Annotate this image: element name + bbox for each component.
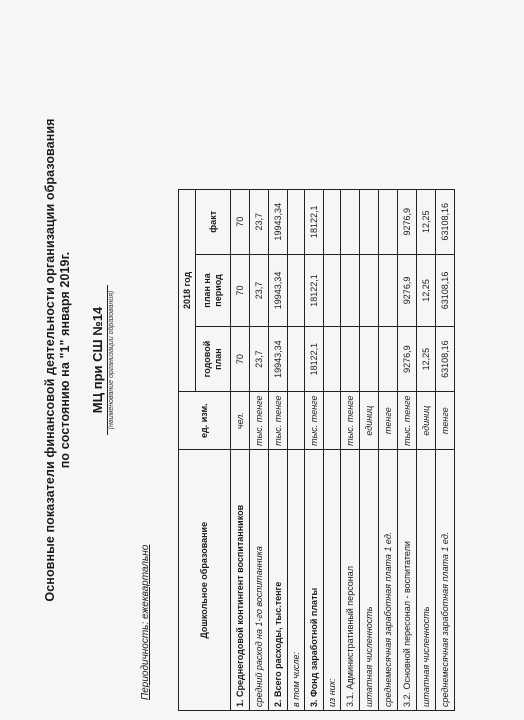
- row-period: [288, 254, 305, 327]
- table-row: [379, 190, 398, 711]
- row-period: [324, 254, 341, 327]
- row-unit: единиц: [360, 391, 379, 450]
- row-unit: тыс. тенге: [269, 391, 288, 450]
- table-row: [417, 190, 436, 711]
- row-annual: [379, 327, 398, 392]
- row-annual: [360, 327, 379, 392]
- periodicity: Периодичность: ежеквартально: [140, 544, 151, 700]
- row-label: из них:: [324, 450, 341, 711]
- row-unit: [288, 391, 305, 450]
- row-fact: 19943,34: [269, 190, 288, 255]
- row-fact: [379, 190, 398, 255]
- row-fact: 12,25: [417, 190, 436, 255]
- table-row: [250, 190, 269, 711]
- row-unit: тенге: [379, 391, 398, 450]
- row-unit: тыс. тенге: [250, 391, 269, 450]
- row-unit: тыс. тенге: [305, 391, 324, 450]
- organization-note: (наименование организации образования): [108, 290, 115, 430]
- table-row: [360, 190, 379, 711]
- row-annual: 19943,34: [269, 327, 288, 392]
- table-row: [231, 190, 250, 711]
- row-label: средний расход на 1-го воспитанника: [250, 450, 269, 711]
- row-period: [341, 254, 360, 327]
- header-name: Дошкольное образование: [179, 450, 231, 711]
- row-label: в том числе:: [288, 450, 305, 711]
- row-annual: 70: [231, 327, 250, 392]
- row-fact: [341, 190, 360, 255]
- row-label: 3.2. Основной пересонал - воспитатели: [398, 450, 417, 711]
- row-fact: 18122,1: [305, 190, 324, 255]
- row-unit: чел.: [231, 391, 250, 450]
- table-row: [288, 190, 305, 711]
- title-line-2: по состоянию на "1" января 2019г.: [58, 251, 72, 469]
- row-period: [379, 254, 398, 327]
- title-line-1: Основные показатели финансовой деятельности организации образования: [43, 118, 57, 602]
- row-period: [360, 254, 379, 327]
- table-row: [436, 190, 455, 711]
- row-annual: [341, 327, 360, 392]
- table-row: [305, 190, 324, 711]
- row-annual: [324, 327, 341, 392]
- row-fact: 9276,9: [398, 190, 417, 255]
- row-label: 3.1. Административный персонал: [341, 450, 360, 711]
- row-fact: [288, 190, 305, 255]
- header-unit: ед. изм.: [179, 391, 231, 450]
- header-fact: факт: [196, 190, 231, 255]
- row-annual: 23,7: [250, 327, 269, 392]
- row-label: среднемесячная заработная плата 1 ед.: [379, 450, 398, 711]
- row-annual: 9276,9: [398, 327, 417, 392]
- table-row: [324, 190, 341, 711]
- row-unit: тыс. тенге: [398, 391, 417, 450]
- row-unit: единиц: [417, 391, 436, 450]
- header-year: 2018 год: [179, 190, 196, 392]
- row-label: среднемесячная заработная плата 1 ед.: [436, 450, 455, 711]
- row-annual: [288, 327, 305, 392]
- header-annual: годовой план: [196, 327, 231, 392]
- row-label: 2. Всего расходы, тыс.тенге: [269, 450, 288, 711]
- row-fact: [324, 190, 341, 255]
- row-annual: 63108,16: [436, 327, 455, 392]
- row-period: 63108,16: [436, 254, 455, 327]
- row-period: 9276,9: [398, 254, 417, 327]
- header-row: [179, 190, 196, 711]
- row-unit: [324, 391, 341, 450]
- table-row: [398, 190, 417, 711]
- row-annual: 12,25: [417, 327, 436, 392]
- row-fact: 70: [231, 190, 250, 255]
- table-row: [341, 190, 360, 711]
- row-unit: тенге: [436, 391, 455, 450]
- row-unit: тыс. тенге: [341, 391, 360, 450]
- row-period: 18122,1: [305, 254, 324, 327]
- organization-name: МЦ при СШ №14: [90, 306, 105, 414]
- row-period: 70: [231, 254, 250, 327]
- table-row: [269, 190, 288, 711]
- header-period: план на период: [196, 254, 231, 327]
- row-label: 3. Фонд заработной платы: [305, 450, 324, 711]
- row-label: 1. Среднегодовой контингент воспитанников: [231, 450, 250, 711]
- row-fact: 23,7: [250, 190, 269, 255]
- row-annual: 18122,1: [305, 327, 324, 392]
- row-fact: 63108,16: [436, 190, 455, 255]
- row-fact: [360, 190, 379, 255]
- row-label: штатная численность: [360, 450, 379, 711]
- row-label: штатная численность: [417, 450, 436, 711]
- finance-table: [178, 189, 455, 711]
- row-period: 23,7: [250, 254, 269, 327]
- row-period: 19943,34: [269, 254, 288, 327]
- row-period: 12,25: [417, 254, 436, 327]
